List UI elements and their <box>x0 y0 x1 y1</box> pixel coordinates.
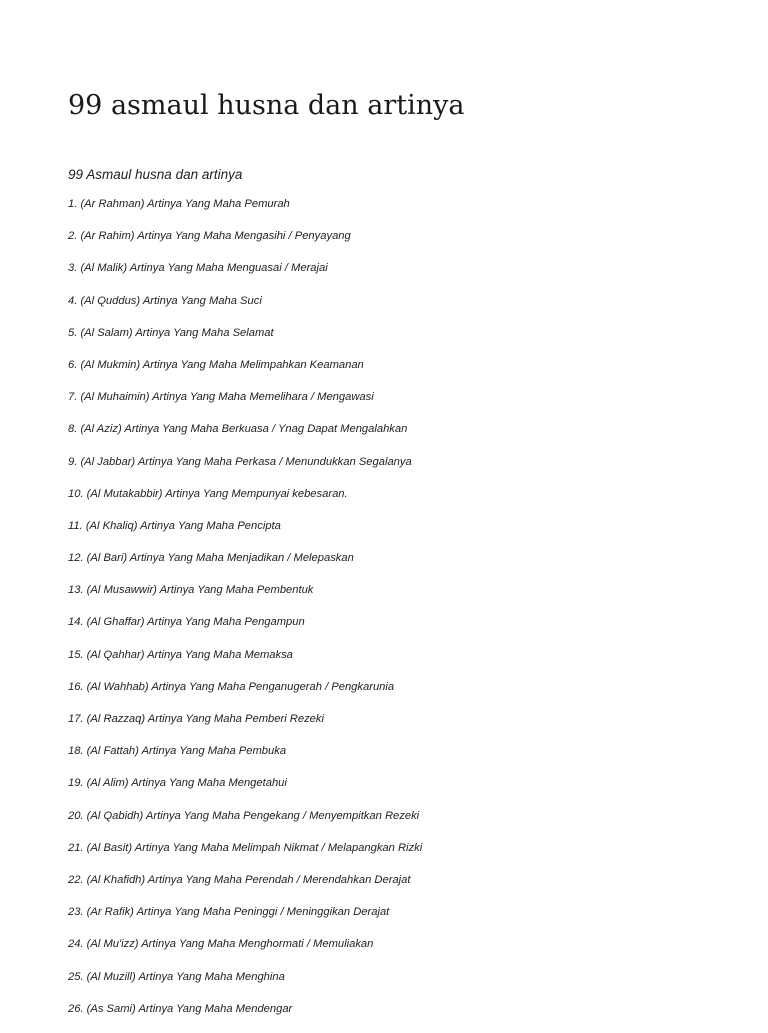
list-item: 3. (Al Malik) Artinya Yang Maha Menguasai / Merajai <box>68 262 328 275</box>
list-item: 23. (Ar Rafik) Artinya Yang Maha Peninggi / Meninggikan Derajat <box>68 906 390 919</box>
list-item: 11. (Al Khaliq) Artinya Yang Maha Pencipta <box>68 519 281 532</box>
list-item: 13. (Al Musawwir) Artinya Yang Maha Pembentuk <box>68 584 314 597</box>
page-title: 99 asmaul husna dan artinya <box>68 90 465 121</box>
list-item: 2. (Ar Rahim) Artinya Yang Maha Mengasihi / Penyayang <box>68 230 351 243</box>
list-item: 21. (Al Basit) Artinya Yang Maha Melimpah Nikmat / Melapangkan Rizki <box>68 841 423 854</box>
list-item: 8. (Al Aziz) Artinya Yang Maha Berkuasa / Ynag Dapat Mengalahkan <box>68 423 408 436</box>
list-item: 15. (Al Qahhar) Artinya Yang Maha Memaksa <box>68 648 293 661</box>
list-item: 16. (Al Wahhab) Artinya Yang Maha Penganugerah / Pengkarunia <box>68 680 395 693</box>
list-item: 10. (Al Mutakabbir) Artinya Yang Mempunyai kebesaran. <box>68 487 348 500</box>
list-item: 9. (Al Jabbar) Artinya Yang Maha Perkasa / Menundukkan Segalanya <box>68 455 412 468</box>
list-item: 18. (Al Fattah) Artinya Yang Maha Pembuka <box>68 745 287 758</box>
list-item: 4. (Al Quddus) Artinya Yang Maha Suci <box>68 294 262 307</box>
list-item: 7. (Al Muhaimin) Artinya Yang Maha Memelihara / Mengawasi <box>68 391 374 404</box>
list-item: 1. (Ar Rahman) Artinya Yang Maha Pemurah <box>68 198 290 210</box>
list-item: 14. (Al Ghaffar) Artinya Yang Maha Pengampun <box>68 616 305 629</box>
list-item: 25. (Al Muzill) Artinya Yang Maha Menghina <box>68 970 285 983</box>
list-item: 5. (Al Salam) Artinya Yang Maha Selamat <box>68 326 274 339</box>
section-subtitle: 99 Asmaul husna dan artinya <box>68 167 243 182</box>
names-list <box>68 196 422 1033</box>
list-item: 22. (Al Khafidh) Artinya Yang Maha Perendah / Merendahkan Derajat <box>68 873 411 886</box>
list-item: 20. (Al Qabidh) Artinya Yang Maha Pengekang / Menyempitkan Rezeki <box>68 809 420 822</box>
list-item: 24. (Al Mu'izz) Artinya Yang Maha Menghormati / Memuliakan <box>68 938 374 951</box>
list-item: 17. (Al Razzaq) Artinya Yang Maha Pemberi Rezeki <box>68 713 324 725</box>
list-item: 12. (Al Bari) Artinya Yang Maha Menjadikan / Melepaskan <box>68 552 354 565</box>
list-item: 19. (Al Alim) Artinya Yang Maha Mengetahui <box>68 777 287 790</box>
list-item: 26. (As Sami) Artinya Yang Maha Mendengar <box>68 1002 293 1015</box>
list-item: 6. (Al Mukmin) Artinya Yang Maha Melimpahkan Keamanan <box>68 358 364 371</box>
